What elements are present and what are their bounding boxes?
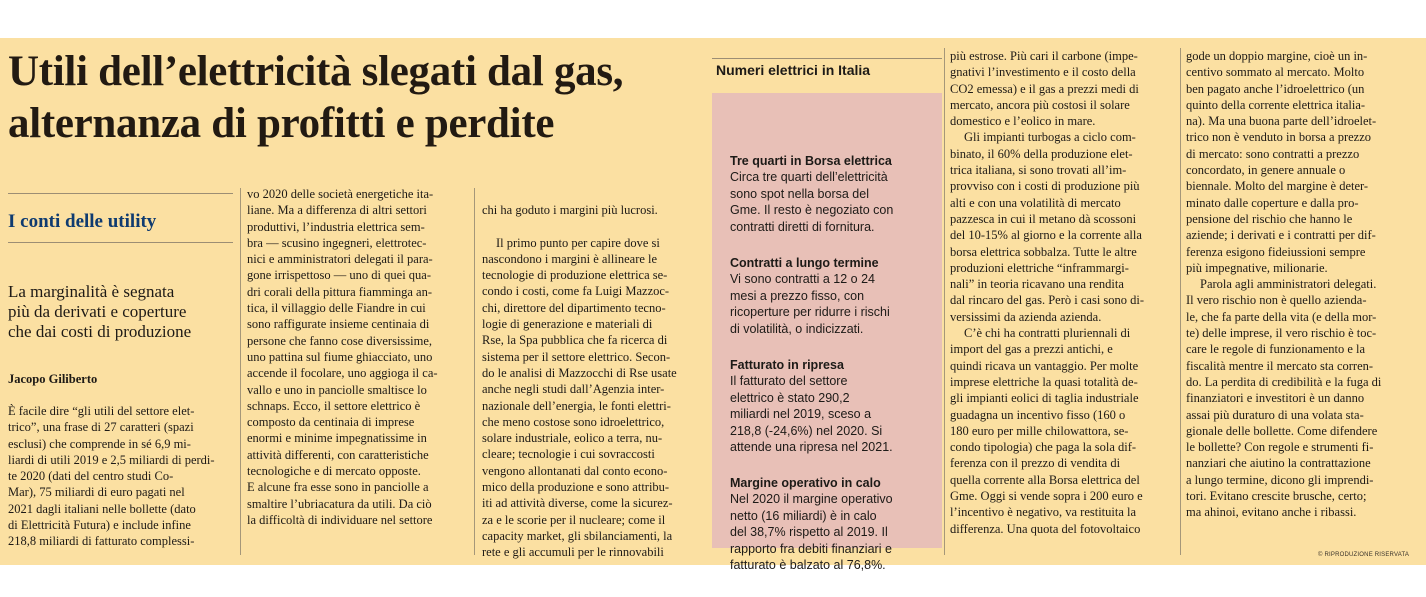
text-line: le bollette? Con regole e strumenti fi- (1186, 440, 1374, 455)
text-line: guadagna un incentivo fisso (160 o (950, 407, 1126, 422)
text-line: dal rincaro del gas. Però i casi sono di- (950, 293, 1145, 308)
text-line: te 2020 (dati del centro studi Co- (8, 469, 174, 484)
text-line: composto da centinaia di imprese (247, 415, 415, 430)
text-line: più impegnative, milionarie. (1186, 260, 1328, 275)
text-line: nanziari che aiutino la contrattazione (1186, 456, 1371, 471)
text-line: vengono allontanati dal conto econo- (482, 463, 668, 478)
text-line: bra — scusino ingegneri, elettrotec- (247, 235, 427, 250)
text-line: liane. Ma a differenza di altri settori (247, 203, 427, 218)
text-line: È facile dire “gli utili del settore elet- (8, 404, 195, 418)
text-line: uno pattina sul fiume ghiacciato, uno (247, 349, 433, 364)
box-text-line: rapporto fra debiti finanziari e (730, 541, 892, 556)
text-line: C’è chi ha contratti pluriennali di (964, 326, 1131, 341)
text-line: trico”, una frase di 27 caratteri (spazi (8, 420, 194, 435)
text-line: più estrose. Più cari il carbone (impe- (950, 49, 1138, 63)
text-line: do. La perdita di credibilità e la fuga di (1186, 374, 1382, 389)
text-line: di mercato: sono contratti a prezzo (1186, 146, 1360, 161)
text-line: produzioni elettriche “inframmargi- (950, 260, 1129, 275)
box-top-rule (712, 58, 942, 59)
column-divider (474, 188, 475, 555)
text-line: do le analisi di Mazzocchi di Rse usate (482, 365, 677, 380)
text-line: te) delle imprese, il vero rischio è toc- (1186, 326, 1377, 341)
text-line: gnativi l’investimento e il costo della (950, 65, 1136, 80)
text-line: ferenza con il prezzo di vendita di (950, 456, 1121, 471)
text-line: rete e gli accumuli per le rinnovabili (482, 545, 664, 560)
text-line: domestico e l’eolico in mare. (950, 114, 1096, 129)
text-line (482, 218, 704, 234)
text-line: 180 euro per mille chilowattora, se- (950, 423, 1129, 438)
text-line: schnaps. Ecco, il settore elettrico è (247, 398, 421, 413)
box-section-text (730, 373, 935, 456)
text-line: minato dalle coperture e dalla pro- (1186, 195, 1359, 210)
text-line: ben pagato anche l’idroelettrico (un (1186, 81, 1365, 96)
box-section-heading: Contratti a lungo termine (730, 256, 879, 270)
text-line: persone che fanno cose diversissime, (247, 333, 433, 348)
text-line: gone irrispettoso — uno di quei qua- (247, 268, 431, 283)
text-line: gionale delle bollette. Come difendere (1186, 423, 1378, 438)
text-line: E alcune fra esse sono in panciolle a (247, 480, 429, 495)
box-section (730, 153, 935, 235)
text-line: ma ahinoi, evitano anche i ribassi. (1186, 505, 1357, 520)
text-line: esclusi) che comprende in sé 6,9 mi- (8, 436, 191, 451)
text-line: tecnologie di produzione elettrica se- (482, 268, 668, 283)
box-section-heading: Margine operativo in calo (730, 476, 881, 490)
column-divider (944, 48, 945, 555)
text-line: condo tipologia) che paga la sola dif- (950, 440, 1137, 455)
text-line: mico della produzione e sono attribu- (482, 480, 670, 495)
text-line: gli impianti eolici di taglia industriale (950, 391, 1139, 406)
text-line: versissimi da azienda azienda. (950, 309, 1102, 324)
text-line: liardi di utili 2019 e 2,5 miliardi di perdi- (8, 452, 215, 467)
text-line: ferenza esigono fideiussioni sempre (1186, 244, 1366, 259)
text-line: accende il focolare, uno aggioga il ca- (247, 366, 438, 381)
text-line: Gme. Oggi si vende sopra i 200 euro e (950, 489, 1143, 504)
headline (8, 46, 708, 150)
text-line: borsa elettrica sobbalza. Tutte le altre (950, 244, 1137, 259)
text-line: anche negli studi dall’Agenzia inter- (482, 382, 665, 397)
text-line: dri corali della pittura fiamminga an- (247, 284, 432, 299)
text-line: l’incentivo è negativo, va restituita la (950, 505, 1137, 520)
box-text-line: ricoperture per ridurre i rischi (730, 305, 890, 319)
text-line: logie di generazione e materiali di (482, 317, 653, 332)
text-line: differenza. Una quota del fotovoltaico (950, 521, 1141, 536)
article-column-4 (950, 48, 1176, 537)
copyright-credit: © RIPRODUZIONE RISERVATA (1318, 552, 1410, 558)
text-line: Rse, la Spa pubblica che fa ricerca di (482, 333, 668, 348)
text-line: sono raffigurate insieme centinaia di (247, 317, 430, 332)
text-line: chi ha goduto i margini più lucrosi. (482, 203, 658, 217)
section-kicker (8, 193, 233, 243)
text-line: vo 2020 delle società energetiche ita- (247, 187, 434, 201)
box-text-line: del 38,7% rispetto al 2019. Il (730, 525, 888, 539)
text-line: condo i costi, come fa Luigi Mazzoc- (482, 284, 670, 299)
text-line: nascondono i margini è allineare le (482, 251, 658, 266)
box-text-line: Circa tre quarti dell’elettricità (730, 170, 888, 184)
text-line: tori. Evitano crescite brusche, certo; (1186, 489, 1367, 504)
summary-line: che dai costi di produzione (8, 322, 192, 341)
box-text-line: Nel 2020 il margine operativo (730, 492, 893, 506)
text-line: assai più duraturo di una volata sta- (1186, 407, 1364, 422)
article-column-1 (8, 403, 236, 550)
text-line: quella corrente alla Borsa elettrica del (950, 472, 1140, 487)
article-column-5 (1186, 48, 1420, 521)
text-line: import del gas a prezzi antichi, e (950, 342, 1113, 357)
box-section (730, 357, 935, 456)
text-line: binato, il 60% della produzione elet- (950, 146, 1133, 161)
text-line: za e le scorie per il nucleare; come il (482, 512, 666, 527)
text-line: Parola agli amministratori delegati. (1200, 277, 1377, 292)
text-line: gode un doppio margine, cioè un in- (1186, 49, 1368, 63)
text-line: CO2 emessa) e il gas a prezzi medi di (950, 81, 1139, 96)
box-text-line: fatturato è balzato al 76,8%. (730, 558, 886, 572)
article-column-3 (482, 202, 704, 561)
box-section (730, 475, 935, 574)
box-section (730, 255, 935, 337)
box-section-heading: Fatturato in ripresa (730, 358, 844, 372)
box-text-line: mesi a prezzo fisso, con (730, 288, 865, 303)
text-line: nici e amministratori delegati il para- (247, 252, 433, 267)
text-line: sistema per il settore elettrico. Secon- (482, 349, 671, 364)
kicker-text: I conti delle utility (8, 211, 157, 232)
text-line: che meno costose sono idroelettrico, (482, 414, 665, 429)
box-text-line: contratti diretti di fornitura. (730, 219, 875, 234)
text-line: quinto della corrente elettrica italia- (1186, 97, 1366, 112)
text-line: tecnologiche e di mercato opposte. (247, 464, 421, 479)
author-byline: Jacopo Giliberto (8, 372, 98, 386)
box-section-text (730, 271, 935, 337)
box-text-line: 218,8 (-24,6%) nel 2020. Si (730, 423, 883, 438)
box-text-line: miliardi nel 2019, sceso a (730, 407, 872, 421)
box-text-line: elettrico è stato 290,2 (730, 390, 850, 405)
text-line: attività differenti, con caratteristiche (247, 447, 429, 462)
text-line: 218,8 miliardi di fatturato complessi- (8, 534, 195, 549)
text-line: Il primo punto per capire dove si (496, 235, 660, 250)
text-line: Mar), 75 miliardi di euro pagati nel (8, 485, 185, 500)
text-line: care le regole di funzionamento e la (1186, 342, 1366, 357)
box-text-line: netto (16 miliardi) è in calo (730, 508, 877, 523)
text-line: trica italiana, si sono trovati all’im- (950, 163, 1127, 178)
text-line: trico non è venduto in borsa a prezzo (1186, 130, 1372, 145)
headline-line: Utili dell’elettricità slegati dal gas, (8, 48, 624, 95)
text-line: nazionale dell’energia, le fonti elettri- (482, 398, 671, 413)
text-line: mercato, ancora più costosi il solare (950, 97, 1130, 112)
box-section-heading: Tre quarti in Borsa elettrica (730, 154, 892, 168)
text-line: centivo sommato al mercato. Molto (1186, 65, 1365, 80)
summary-line: più da derivati e coperture (8, 302, 187, 321)
text-line: nali” in teoria ricavano una rendita (950, 277, 1124, 292)
text-line: imprese elettriche la quasi totalità de- (950, 374, 1138, 389)
text-line: le, che fa parte della vita (e della mor- (1186, 309, 1377, 324)
text-line: tica, il villaggio delle Fiandre in cui (247, 301, 426, 316)
text-line: enormi e minime impegnatissime in (247, 431, 427, 446)
box-text-line: attende una ripresa nel 2021. (730, 440, 893, 454)
text-line: aziende; i derivati e i contratti per dif- (1186, 228, 1376, 243)
text-line: iti ad attività diverse, come la sicurez- (482, 496, 673, 511)
text-line: vallo e uno in panciolle smaltisce lo (247, 382, 427, 397)
box-text-line: sono spot nella borsa del (730, 186, 869, 201)
box-section-text (730, 169, 935, 235)
text-line: pazzesca in cui il metano dà scossoni (950, 211, 1137, 226)
text-line: capacity market, gli sbilanciamenti, la (482, 528, 673, 543)
text-line: fiscalità mentre il mercato sta corren- (1186, 358, 1374, 373)
article-column-2 (247, 186, 469, 528)
text-line: di Elettricità Futura) e include infine (8, 518, 191, 533)
text-line: produttivi, l’industria elettrica sem- (247, 219, 425, 234)
box-text-line: Gme. Il resto è negoziato con (730, 203, 894, 217)
text-line: provviso con i costi di produzione più (950, 179, 1140, 194)
text-line: Gli impianti turbogas a ciclo com- (964, 130, 1136, 145)
text-line: Il vero rischio non è quello azienda- (1186, 293, 1367, 308)
text-line: solare industriale, eolico a terra, nu- (482, 431, 663, 446)
text-line: del 10-15% al giorno e la corrente alla (950, 228, 1142, 243)
box-text-line: di volatilità, o indicizzati. (730, 321, 864, 336)
box-section-text (730, 491, 935, 574)
text-line: na). Ma una buona parte dell’idroelet- (1186, 114, 1377, 129)
text-line: smaltire l’ubriacatura da utili. Da ciò (247, 496, 432, 511)
box-text-line: Vi sono contratti a 12 o 24 (730, 272, 876, 286)
newspaper-clipping (0, 38, 1426, 572)
text-line: finanziatori e investitori è un danno (1186, 391, 1365, 406)
summary-line: La marginalità è segnata (8, 282, 175, 301)
text-line: chi, direttore del dipartimento tecno- (482, 300, 666, 315)
column-divider (240, 188, 241, 555)
text-line: la difficoltà di individuare nel settore (247, 512, 433, 527)
column-divider (1180, 48, 1181, 555)
box-title: Numeri elettrici in Italia (716, 62, 871, 78)
headline-line: alternanza di profitti e perdite (8, 100, 555, 147)
text-line: a lungo termine, dicono gli imprendi- (1186, 472, 1374, 487)
text-line: 2021 dagli italiani nelle bollette (dato (8, 501, 196, 516)
box-text-line: Il fatturato del settore (730, 374, 848, 388)
facts-box (712, 93, 942, 572)
article-summary (8, 282, 233, 342)
text-line: biennale. Molto del margine è deter- (1186, 179, 1369, 194)
text-line: pensione del rischio che hanno le (1186, 211, 1353, 226)
text-line: quindi ricava un vantaggio. Per molte (950, 358, 1139, 373)
text-line: concordato, in genere annuale o (1186, 163, 1346, 178)
text-line: alti e con una volatilità di mercato (950, 195, 1121, 210)
text-line: cleare; tecnologie i cui sovraccosti (482, 447, 655, 462)
